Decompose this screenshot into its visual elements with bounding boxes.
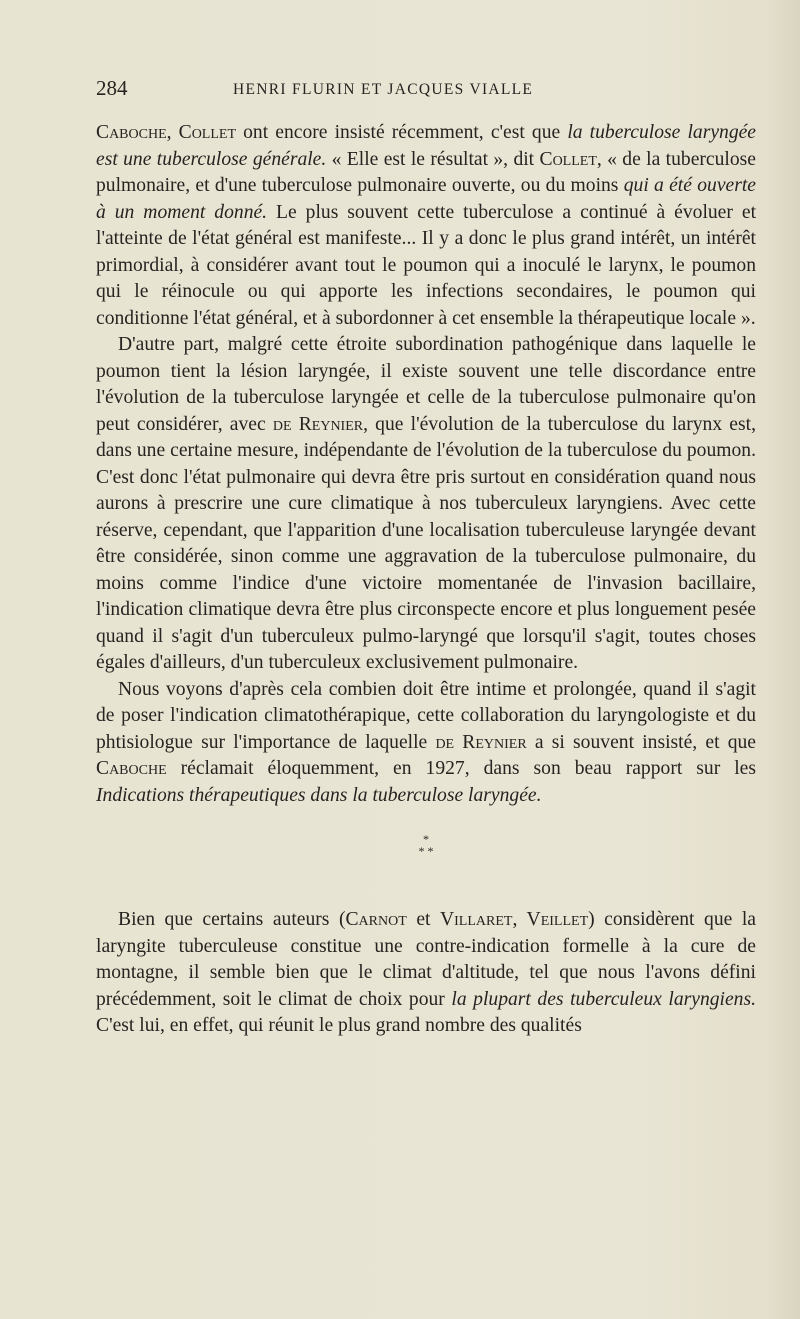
running-head: HENRI FLURIN ET JACQUES VIALLE	[233, 81, 534, 98]
text-segment: Bien que certains auteurs (	[118, 909, 346, 930]
text-segment: a si souvent insisté, et que	[526, 731, 757, 753]
text-segment: et	[406, 909, 440, 930]
paragraph-2	[96, 332, 756, 677]
text-segment: C'est lui, en effet, qui réunit le plus grand nombre des qualités	[96, 1015, 582, 1036]
author-names: Caboche, Collet	[96, 122, 237, 143]
asterisk-bottom: * *	[418, 844, 434, 858]
page-header	[96, 76, 756, 106]
italic-title: Indications thérapeutiques dans la tuberculose laryngée.	[96, 784, 542, 806]
paragraph-1	[96, 120, 756, 332]
author-name: Collet	[539, 148, 597, 170]
author-name: Carnot	[345, 909, 407, 930]
text-segment: , que l'évolution de la tuberculose du larynx est, dans une certaine mesure, indépendante de l'évolution de la tuberculose du poumon. C'est donc l'état pulmonaire qui devra être pris surtout en considération quand nous aurons à prescrire une cure climatique à nos tuberculeux laryngiens. Avec cette réserve, cependant, que l'apparition d'une localisation tuberculeuse laryngée devant être considérée, sinon comme une aggravation de la tuberculose pulmonaire, du moins comme l'indice d'une victoire momentanée de l'invasion bacillaire, l'indication climatique devra être plus circonspecte encore et plus longuement pesée quand il s'agit d'un tuberculeux pulmo-laryngé que lorsqu'il s'agit, toutes choses égales d'ailleurs, d'un tuberculeux exclusivement pulmonaire.	[96, 413, 756, 673]
author-names: Villaret, Veillet	[440, 909, 589, 930]
paragraph-4	[96, 907, 756, 1040]
text-segment: Nous voyons d'après cela combien doit être intime et prolongée, quand il s'agit de poser l'indication climatothérapique, cette collaboration du laryngologiste et du phtisiologue sur l'importance de laquelle	[96, 678, 756, 753]
text-segment: réclamait éloquemment, en 1927, dans son beau rapport sur les	[166, 758, 756, 779]
text-segment: ont encore insisté récemment, c'est que	[236, 122, 568, 143]
author-name: Caboche	[96, 758, 167, 779]
author-name: de Reynier	[435, 731, 527, 753]
italic-quote: la tuberculose laryngée est une tuberculose générale.	[96, 122, 757, 170]
text-segment: Le plus souvent cette tuberculose a continué à évoluer et l'atteinte de l'état général est manifeste... Il y a donc le plus grand intérêt, un intérêt primordial, à considérer avant tout le poumon qui a inoculé le larynx, le poumon qui le réinocule ou qui apporte les infections secondaires, le poumon qui conditionne l'état général, et à subordonner à cet ensemble la thérapeutique locale ».	[96, 201, 757, 329]
text-segment: , « de la tuberculose pulmonaire, et d'une tuberculose pulmonaire ouverte, ou du moins	[96, 148, 756, 196]
text-segment: D'autre part, malgré cette étroite subordination pathogénique dans laquelle le poumon tient la lésion laryngée, il existe souvent une telle discordance entre l'évolution de la tuberculose laryngée et celle de la tuberculose pulmonaire qu'on peut considérer, avec	[96, 334, 756, 435]
text-segment: « Elle est le résultat », dit	[326, 148, 540, 170]
text-segment: ) considèrent que la laryngite tuberculeuse constitue une contre-indication formelle à la cure de montagne, il semble bien que le climat d'altitude, tel que nous l'avons défini précédemment, soit le climat de choix pour	[96, 909, 757, 1010]
italic-quote: qui a été ouverte à un moment donné.	[96, 175, 756, 223]
asterisk-top: *	[423, 832, 429, 846]
section-separator	[96, 833, 756, 857]
page-number: 284	[96, 76, 128, 100]
body-text	[96, 120, 756, 1040]
author-name: de Reynier	[272, 413, 364, 435]
paragraph-3	[96, 677, 756, 810]
italic-phrase: la plupart des tuberculeux laryngiens.	[451, 988, 756, 1010]
